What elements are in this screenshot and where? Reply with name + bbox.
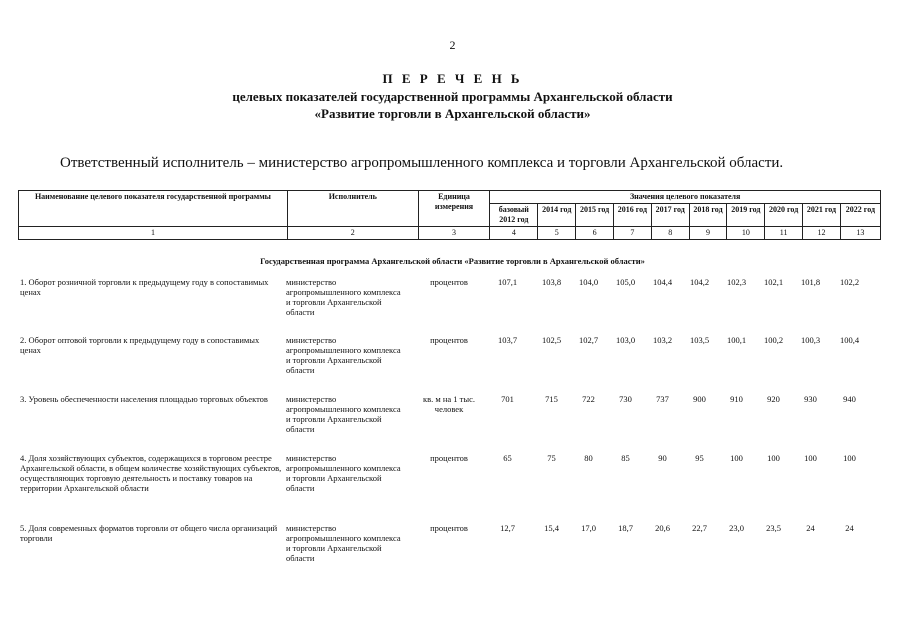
indicator-name: 5. Доля современных форматов торговли от общего числа организаций торговли: [20, 523, 278, 543]
column-number: 7: [613, 227, 651, 240]
indicator-value: 18,7: [618, 523, 633, 533]
indicator-value: 22,7: [692, 523, 707, 533]
responsible-executor: Ответственный исполнитель – министерство агропромышленного комплекса и торговли Архангельской области.: [60, 155, 784, 171]
column-number: 3: [418, 227, 490, 240]
column-number: 13: [840, 227, 880, 240]
column-number: 5: [538, 227, 576, 240]
indicator-value: 23,0: [729, 523, 744, 533]
indicator-value: 910: [730, 394, 743, 404]
indicator-value: 100: [730, 453, 743, 463]
indicator-name: 3. Уровень обеспеченности населения площадью торговых объектов: [20, 394, 268, 404]
header-values: Значения целевого показателя: [490, 191, 881, 204]
column-number: 10: [727, 227, 765, 240]
indicators-table-header: [18, 190, 881, 240]
column-number: 11: [765, 227, 803, 240]
document-subtitle: целевых показателей государственной программы Архангельской области: [232, 89, 673, 104]
indicator-value: 103,0: [615, 335, 636, 345]
indicator-value: 100: [804, 453, 817, 463]
indicator-value: 102,7: [578, 335, 599, 345]
indicator-value: 715: [545, 394, 558, 404]
header-year: 2017 год: [651, 204, 689, 227]
indicator-unit: процентов: [430, 335, 468, 345]
indicator-value: 65: [503, 453, 512, 463]
indicator-value: 95: [695, 453, 704, 463]
column-number: 8: [651, 227, 689, 240]
indicator-value: 100,1: [726, 335, 747, 345]
indicator-value: 104,2: [689, 277, 710, 287]
indicator-value: 100: [843, 453, 856, 463]
indicator-value: 80: [584, 453, 593, 463]
indicator-value: 24: [845, 523, 854, 533]
indicator-value: 102,5: [541, 335, 562, 345]
indicator-value: 24: [806, 523, 815, 533]
column-number: 6: [576, 227, 614, 240]
indicator-value: 701: [501, 394, 514, 404]
column-number: 9: [689, 227, 727, 240]
header-year: 2021 год: [803, 204, 841, 227]
column-number: 4: [490, 227, 538, 240]
indicator-value: 20,6: [655, 523, 670, 533]
indicator-value: 103,7: [497, 335, 518, 345]
document-title: П Е Р Е Ч Е Н Ь: [382, 71, 523, 86]
header-year: базовый 2012 год: [490, 204, 538, 227]
indicator-value: 722: [582, 394, 595, 404]
indicator-unit: процентов: [430, 453, 468, 463]
header-year: 2018 год: [689, 204, 727, 227]
indicator-executor: министерство агропромышленного комплекса и торговли Архангельской области: [286, 394, 401, 434]
indicator-value: 107,1: [497, 277, 518, 287]
indicator-value: 900: [693, 394, 706, 404]
column-number: 1: [19, 227, 288, 240]
indicator-value: 730: [619, 394, 632, 404]
indicator-value: 101,8: [800, 277, 821, 287]
header-year: 2014 год: [538, 204, 576, 227]
indicator-value: 12,7: [500, 523, 515, 533]
indicator-unit: кв. м на 1 тыс. человек: [422, 394, 476, 414]
indicator-value: 102,1: [763, 277, 784, 287]
section-title: Государственная программа Архангельской области «Развитие торговли в Архангельской области»: [260, 256, 645, 266]
header-year: 2019 год: [727, 204, 765, 227]
header-year: 2020 год: [765, 204, 803, 227]
indicator-value: 75: [547, 453, 556, 463]
indicator-value: 920: [767, 394, 780, 404]
header-year: 2015 год: [576, 204, 614, 227]
indicator-value: 23,5: [766, 523, 781, 533]
program-name: «Развитие торговли в Архангельской области»: [314, 106, 591, 121]
header-name: Наименование целевого показателя государственной программы: [19, 191, 288, 227]
indicator-value: 100,2: [763, 335, 784, 345]
indicator-value: 102,3: [726, 277, 747, 287]
header-unit: Единица измерения: [418, 191, 490, 227]
indicator-unit: процентов: [430, 523, 468, 533]
indicator-value: 85: [621, 453, 630, 463]
indicator-value: 104,0: [578, 277, 599, 287]
indicator-executor: министерство агропромышленного комплекса и торговли Архангельской области: [286, 523, 401, 563]
indicator-value: 103,5: [689, 335, 710, 345]
indicator-executor: министерство агропромышленного комплекса и торговли Архангельской области: [286, 277, 401, 317]
header-executor: Исполнитель: [287, 191, 418, 227]
column-number: 2: [287, 227, 418, 240]
indicator-name: 2. Оборот оптовой торговли к предыдущему году в сопоставимых ценах: [20, 335, 260, 355]
indicator-value: 737: [656, 394, 669, 404]
indicator-unit: процентов: [430, 277, 468, 287]
indicator-executor: министерство агропромышленного комплекса и торговли Архангельской области: [286, 335, 401, 375]
indicator-value: 102,2: [839, 277, 860, 287]
indicator-value: 930: [804, 394, 817, 404]
column-number: 12: [803, 227, 841, 240]
page-number: 2: [449, 38, 456, 52]
header-year: 2016 год: [613, 204, 651, 227]
indicator-executor: министерство агропромышленного комплекса и торговли Архангельской области: [286, 453, 401, 493]
indicator-value: 15,4: [544, 523, 559, 533]
indicator-value: 103,2: [652, 335, 673, 345]
indicator-value: 17,0: [581, 523, 596, 533]
indicator-value: 104,4: [652, 277, 673, 287]
indicator-value: 103,8: [541, 277, 562, 287]
header-year: 2022 год: [840, 204, 880, 227]
indicator-value: 100,4: [839, 335, 860, 345]
indicator-name: 4. Доля хозяйствующих субъектов, содержащихся в торговом реестре Архангельской области, в общем количестве хозяйствующих субъектов, осуществляющих торговую деятельность и поставку товаров на территории Архангельской области: [20, 453, 282, 493]
indicator-value: 100,3: [800, 335, 821, 345]
indicator-name: 1. Оборот розничной торговли к предыдущему году в сопоставимых ценах: [20, 277, 269, 297]
indicator-value: 90: [658, 453, 667, 463]
indicator-value: 940: [843, 394, 856, 404]
indicator-value: 105,0: [615, 277, 636, 287]
indicator-value: 100: [767, 453, 780, 463]
